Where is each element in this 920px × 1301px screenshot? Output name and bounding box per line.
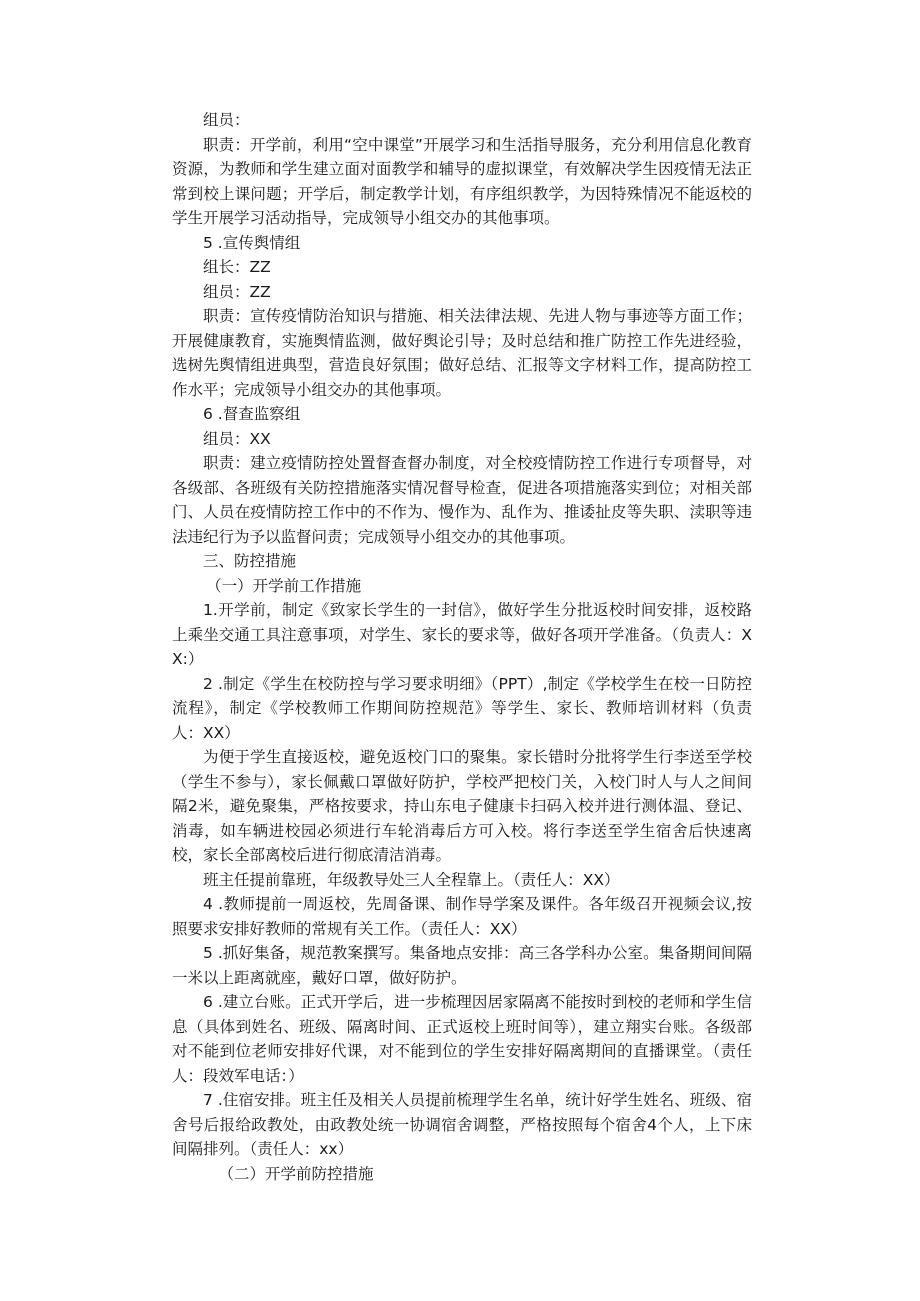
measure-item: 为便于学生直接返校，避免返校门口的聚集。家长错时分批将学生行李送至学校（学生不参与），家长佩戴口罩做好防护，学校严把校门关，入校门时人与人之间间隔2米，避免聚集，严格按要求，持山东电子健康卡扫码入校并进行测体温、登记、消毒，如车辆进校园必须进行车轮消毒后方可入校。将行李送至学生宿舍后快速离校，家长全部离校后进行彻底清洁消毒。 <box>172 748 752 864</box>
group5-leader: 组长：ZZ <box>203 258 271 276</box>
measure-item: 7 .住宿安排。班主任及相关人员提前梳理学生名单，统计好学生姓名、班级、宿舍号后报给政教处，由政教处统一协调宿舍调整，严格按照每个宿舍4个人，上下床间隔排列。（责任人：xx） <box>172 1091 752 1158</box>
section3-sub2-heading: （二）开学前防控措施 <box>218 1164 374 1183</box>
measure-item: 1.开学前，制定《致家长学生的一封信》，做好学生分批返校时间安排，返校路上乘坐交通工具注意事项，对学生、家长的要求等，做好各项开学准备。（负责人：XX:） <box>172 601 752 668</box>
measure-item: 2 .制定《学生在校防控与学习要求明细》（PPT）,制定《学校学生在校一日防控流程》，制定《学校教师工作期间防控规范》等学生、家长、教师培训材料（负责人：XX） <box>172 674 752 742</box>
measure-item: 5 .抓好集备，规范教案撰写。集备地点安排：高三各学科办公室。集备期间间隔一米以上距离就座，戴好口罩，做好防护。 <box>172 944 752 987</box>
group4-duty: 职责：开学前，利用“空中课堂”开展学习和生活指导服务，充分利用信息化教育资源，为教师和学生建立面对面教学和辅导的虚拟课堂，有效解决学生因疫情无法正常到校上课问题；开学后，制定教学计划，有序组织教学，为因特殊情况不能返校的学生开展学习活动指导，完成领导小组交办的其他事项。 <box>172 135 752 227</box>
group6-duty: 职责：建立疫情防控处置督查督办制度，对全校疫情防控工作进行专项督导，对各级部、各班级有关防控措施落实情况督导检查，促进各项措施落实到位；对相关部门、人员在疫情防控工作中的不作为、慢作为、乱作为、推诿扯皮等失职、渎职等违法违纪行为予以监督问责；完成领导小组交办的其他事项。 <box>172 454 752 546</box>
group5-duty: 职责：宣传疫情防治知识与措施、相关法律法规、先进人物与事迹等方面工作；开展健康教育，实施舆情监测，做好舆论引导；及时总结和推广防控工作先进经验，选树先舆情组进典型，营造良好氛围；做好总结、汇报等文字材料工作，提高防控工作水平；完成领导小组交办的其他事项。 <box>172 307 752 399</box>
section3-sub1-heading: （一）开学前工作措施 <box>206 576 362 595</box>
section3-title: 三、防控措施 <box>203 552 297 570</box>
group4-members: 组员： <box>203 111 250 129</box>
group6-members: 组员：XX <box>203 429 271 448</box>
measure-item: 班主任提前靠班，年级教导处三人全程靠上。（责任人：XX） <box>203 870 620 889</box>
document-page <box>172 108 752 1186</box>
measure-item: 6 .建立台账。正式开学后，进一步梳理因居家隔离不能按时到校的老师和学生信息（具体到姓名、班级、隔离时间、正式返校上班时间等），建立翔实台账。各级部对不能到位老师安排好代课，对不能到位的学生安排好隔离期间的直播课堂。（责任人：段效军电话：） <box>172 993 752 1085</box>
group5-title: 5 .宣传舆情组 <box>203 233 301 252</box>
group5-members: 组员：ZZ <box>203 282 271 301</box>
group6-title: 6 .督查监察组 <box>203 405 301 423</box>
measure-item: 4 .教师提前一周返校，先周备课、制作导学案及课件。各年级召开视频会议,按照要求安排好教师的常规有关工作。（责任人：XX） <box>172 895 752 938</box>
